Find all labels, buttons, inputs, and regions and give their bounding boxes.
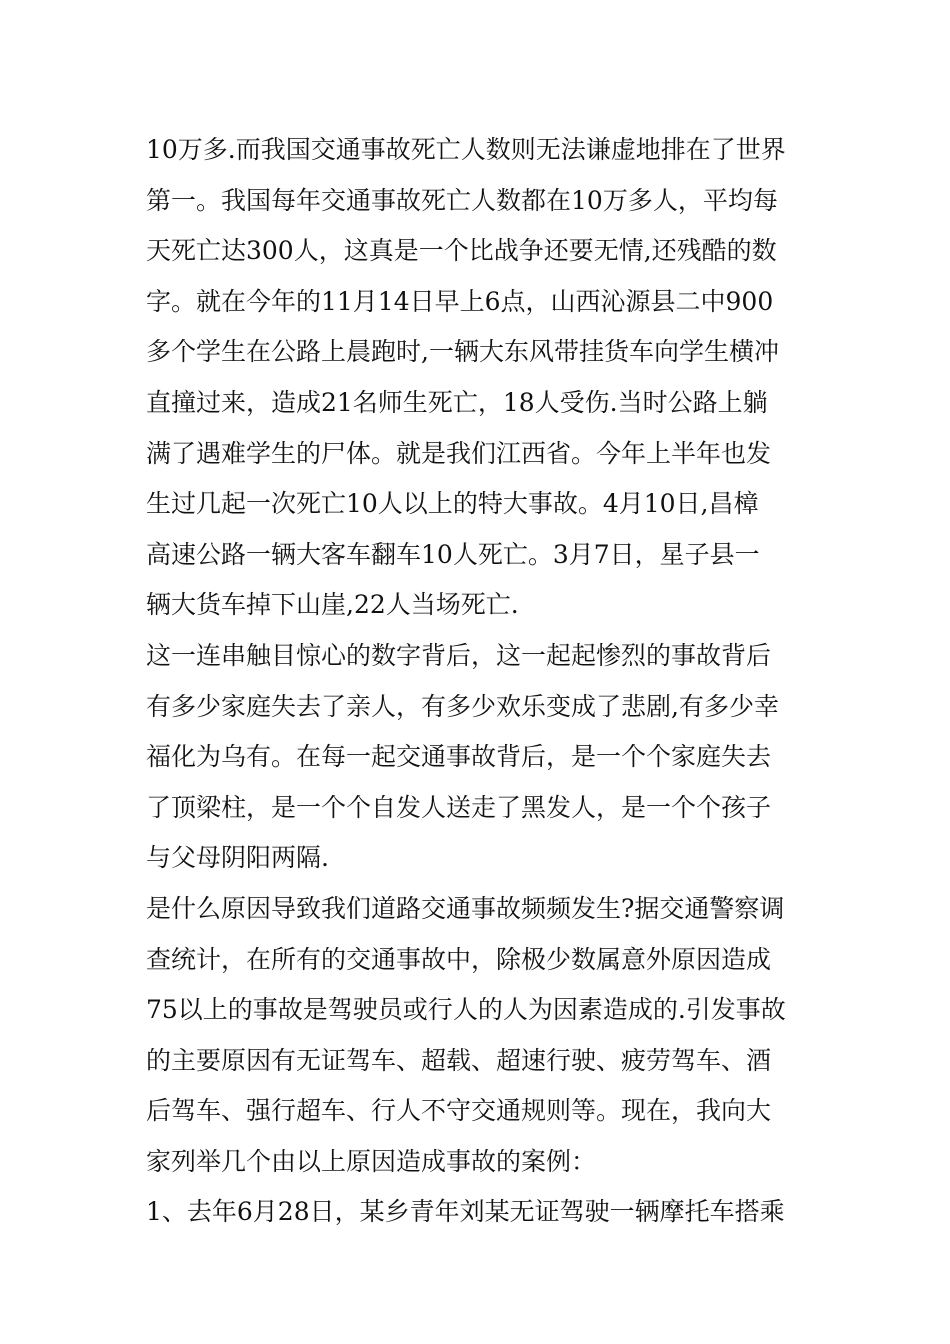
text-line: 10万多.而我国交通事故死亡人数则无法谦虚地排在了世界 [146, 135, 786, 164]
text-line: 高速公路一辆大客车翻车10人死亡。3月7日，星子县一 [146, 539, 760, 569]
text-line: 多个学生在公路上晨跑时,一辆大东风带挂货车向学生横冲 [146, 337, 779, 367]
text-line: 有多少家庭失去了亲人，有多少欢乐变成了悲剧,有多少幸 [146, 691, 779, 721]
text-line: 75以上的事故是驾驶员或行人的人为因素造成的.引发事故 [146, 995, 786, 1025]
text-line: 1、去年6月28日，某乡青年刘某无证驾驶一辆摩托车搭乘 [146, 1197, 785, 1227]
text-line: 与父母阴阳两隔. [146, 843, 329, 873]
text-line: 家列举几个由以上原因造成事故的案例： [146, 1146, 597, 1176]
text-line: 字。就在今年的11月14日早上6点，山西沁源县二中900 [146, 286, 774, 316]
text-line: 辆大货车掉下山崖,22人当场死亡. [146, 590, 519, 620]
text-line: 满了遇难学生的尸体。就是我们江西省。今年上半年也发 [146, 438, 772, 468]
text-line: 后驾车、强行超车、行人不守交通规则等。现在，我向大 [146, 1096, 772, 1126]
text-line: 了顶梁柱，是一个个自发人送走了黑发人，是一个个孩子 [146, 792, 772, 822]
text-line: 这一连串触目惊心的数字背后，这一起起惨烈的事故背后 [146, 640, 772, 670]
text-line: 第一。我国每年交通事故死亡人数都在10万多人，平均每 [146, 185, 778, 215]
text-line: 是什么原因导致我们道路交通事故频频发生?据交通警察调 [146, 893, 785, 923]
document-body [146, 125, 808, 1238]
text-line: 天死亡达300人，这真是一个比战争还要无情,还残酷的数 [146, 236, 777, 266]
text-line: 查统计，在所有的交通事故中，除极少数属意外原因造成 [146, 944, 772, 974]
text-line: 福化为乌有。在每一起交通事故背后，是一个个家庭失去 [146, 742, 772, 772]
text-line: 的主要原因有无证驾车、超载、超速行驶、疲劳驾车、酒 [146, 1045, 772, 1075]
text-line: 生过几起一次死亡10人以上的特大事故。4月10日,昌樟 [146, 489, 759, 519]
text-line: 直撞过来，造成21名师生死亡，18人受伤.当时公路上躺 [146, 387, 768, 417]
